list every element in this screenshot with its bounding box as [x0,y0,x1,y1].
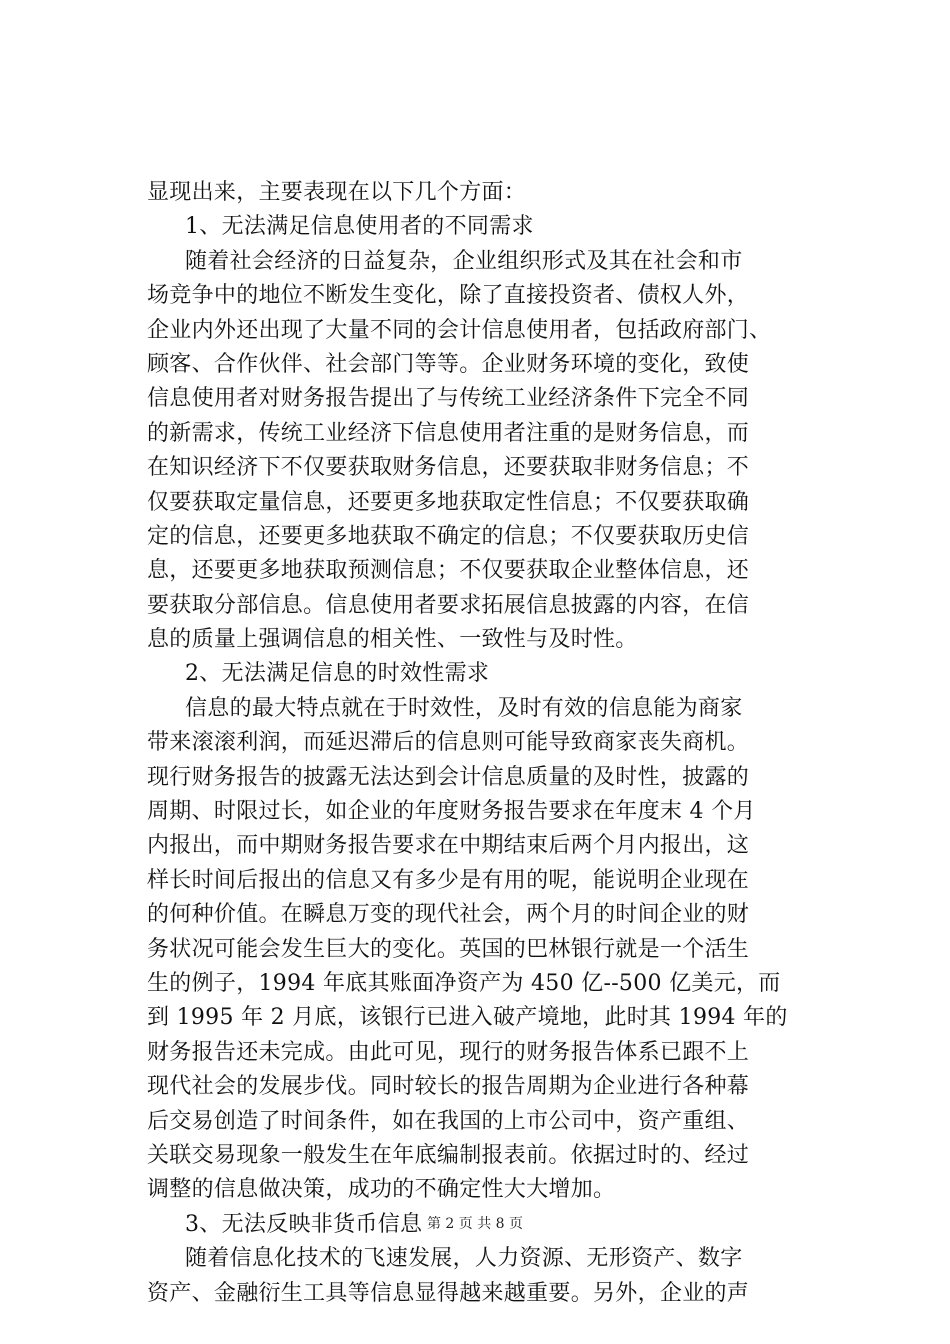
text-line: 周期、时限过长，如企业的年度财务报告要求在年度末 4 个月 [147,799,756,825]
text-line: 仅要获取定量信息，还要更多地获取定性信息；不仅要获取确 [147,489,750,515]
text-line: 的新需求，传统工业经济下信息使用者注重的是财务信息，而 [147,420,750,446]
text-line: 信息的最大特点就在于时效性，及时有效的信息能为商家 [185,695,743,721]
text-line: 财务报告还未完成。由此可见，现行的财务报告体系已跟不上 [147,1039,750,1065]
text-line: 随着信息化技术的飞速发展，人力资源、无形资产、数字 [185,1246,743,1272]
text-line: 在知识经济下不仅要获取财务信息，还要获取非财务信息；不 [147,455,750,481]
text-line: 到 1995 年 2 月底，该银行已进入破产境地，此时其 1994 年的 [147,1005,788,1031]
text-line: 2、无法满足信息的时效性需求 [185,661,490,687]
text-line: 现行财务报告的披露无法达到会计信息质量的及时性，披露的 [147,764,750,790]
text-line: 要获取分部信息。信息使用者要求拓展信息披露的内容，在信 [147,592,750,618]
text-line: 企业内外还出现了大量不同的会计信息使用者，包括政府部门、 [147,317,772,343]
text-line: 样长时间后报出的信息又有多少是有用的呢，能说明企业现在 [147,867,750,893]
text-line: 内报出，而中期财务报告要求在中期结束后两个月内报出，这 [147,833,750,859]
text-line: 顾客、合作伙伴、社会部门等等。企业财务环境的变化，致使 [147,351,750,377]
text-line: 生的例子，1994 年底其账面净资产为 450 亿--500 亿美元，而 [147,970,781,996]
text-line: 资产、金融衍生工具等信息显得越来越重要。另外，企业的声 [147,1280,750,1306]
text-line: 随着社会经济的日益复杂，企业组织形式及其在社会和市 [185,248,743,274]
text-line: 息的质量上强调信息的相关性、一致性与及时性。 [147,627,638,653]
text-line: 关联交易现象一般发生在年底编制报表前。依据过时的、经过 [147,1142,750,1168]
text-line: 定的信息，还要更多地获取不确定的信息；不仅要获取历史信 [147,523,750,549]
text-line: 信息使用者对财务报告提出了与传统工业经济条件下完全不同 [147,386,750,412]
text-line: 现代社会的发展步伐。同时较长的报告周期为企业进行各种幕 [147,1074,750,1100]
text-line: 1、无法满足信息使用者的不同需求 [185,214,534,240]
text-line: 3、无法反映非货币信息 [185,1211,423,1237]
text-line: 务状况可能会发生巨大的变化。英国的巴林银行就是一个活生 [147,936,750,962]
text-line: 息，还要更多地获取预测信息；不仅要获取企业整体信息，还 [147,558,750,584]
text-line: 显现出来，主要表现在以下几个方面： [147,180,527,205]
text-line: 带来滚滚利润，而延迟滞后的信息则可能导致商家丧失商机。 [147,730,750,756]
page-footer: 第 2 页 共 8 页 [426,1216,524,1232]
text-line: 后交易创造了时间条件，如在我国的上市公司中，资产重组、 [147,1108,750,1134]
text-line: 调整的信息做决策，成功的不确定性大大增加。 [147,1177,616,1203]
text-line: 场竞争中的地位不断发生变化，除了直接投资者、债权人外， [147,283,750,309]
document-body [147,176,815,1311]
text-line: 的何种价值。在瞬息万变的现代社会，两个月的时间企业的财 [147,902,750,928]
